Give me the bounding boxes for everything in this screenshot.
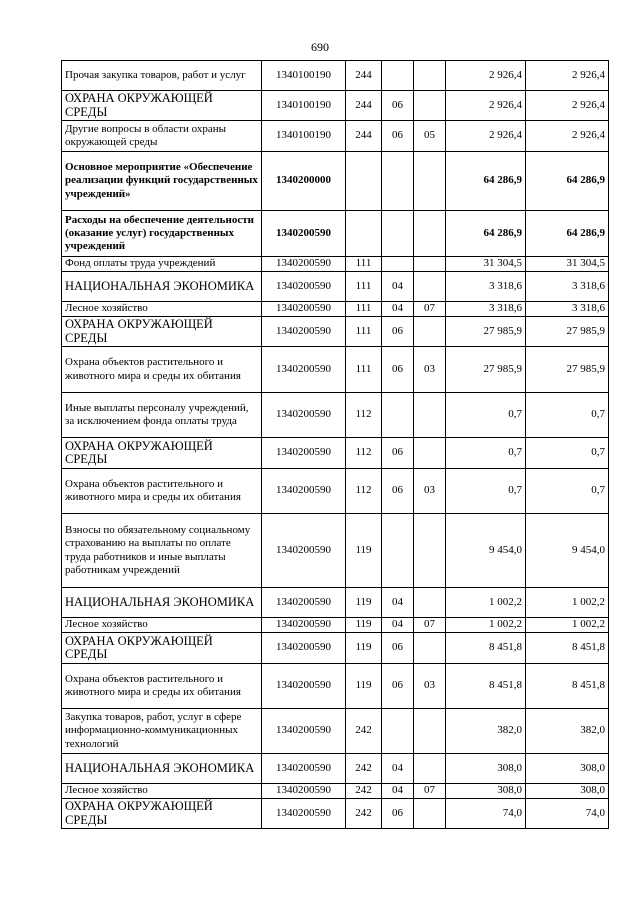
expense-type-code (346, 152, 382, 211)
section-code: 06 (382, 91, 414, 121)
section-code: 06 (382, 347, 414, 393)
item-name: НАЦИОНАЛЬНАЯ ЭКОНОМИКА (62, 754, 262, 784)
target-article-code: 1340200000 (262, 152, 346, 211)
amount-year-1: 3 318,6 (446, 302, 526, 317)
section-code (382, 709, 414, 754)
item-name: Взносы по обязательному социальному страхованию на выплаты по оплате труда работников и иные выплаты работникам учреждений (62, 514, 262, 588)
target-article-code: 1340200590 (262, 272, 346, 302)
item-name: ОХРАНА ОКРУЖАЮЩЕЙ СРЕДЫ (62, 438, 262, 469)
section-code: 04 (382, 588, 414, 618)
amount-year-1: 2 926,4 (446, 91, 526, 121)
amount-year-2: 2 926,4 (526, 61, 609, 91)
section-code: 04 (382, 784, 414, 799)
section-code (382, 393, 414, 438)
item-name: НАЦИОНАЛЬНАЯ ЭКОНОМИКА (62, 272, 262, 302)
section-code (382, 257, 414, 272)
expense-type-code: 112 (346, 469, 382, 514)
target-article-code: 1340200590 (262, 784, 346, 799)
budget-table (61, 60, 609, 829)
subsection-code (414, 393, 446, 438)
subsection-code (414, 588, 446, 618)
target-article-code: 1340200590 (262, 754, 346, 784)
target-article-code: 1340200590 (262, 664, 346, 709)
table-row (62, 709, 609, 754)
expense-type-code: 119 (346, 514, 382, 588)
amount-year-1: 8 451,8 (446, 664, 526, 709)
subsection-code (414, 91, 446, 121)
amount-year-2: 3 318,6 (526, 272, 609, 302)
subsection-code (414, 754, 446, 784)
section-code (382, 61, 414, 91)
subsection-code: 03 (414, 347, 446, 393)
table-row (62, 317, 609, 347)
item-name: ОХРАНА ОКРУЖАЮЩЕЙ СРЕДЫ (62, 633, 262, 664)
table-row (62, 302, 609, 317)
subsection-code (414, 257, 446, 272)
subsection-code (414, 317, 446, 347)
subsection-code (414, 633, 446, 664)
amount-year-1: 64 286,9 (446, 152, 526, 211)
expense-type-code: 242 (346, 799, 382, 829)
amount-year-2: 2 926,4 (526, 121, 609, 152)
item-name: Охрана объектов растительного и животного мира и среды их обитания (62, 347, 262, 393)
expense-type-code: 244 (346, 91, 382, 121)
table-row (62, 784, 609, 799)
expense-type-code: 244 (346, 61, 382, 91)
table-row (62, 121, 609, 152)
target-article-code: 1340200590 (262, 514, 346, 588)
target-article-code: 1340200590 (262, 588, 346, 618)
section-code: 06 (382, 469, 414, 514)
item-name: Прочая закупка товаров, работ и услуг (62, 61, 262, 91)
section-code: 04 (382, 618, 414, 633)
target-article-code: 1340200590 (262, 799, 346, 829)
section-code: 04 (382, 272, 414, 302)
amount-year-2: 64 286,9 (526, 152, 609, 211)
expense-type-code: 111 (346, 272, 382, 302)
amount-year-1: 3 318,6 (446, 272, 526, 302)
amount-year-2: 9 454,0 (526, 514, 609, 588)
subsection-code: 07 (414, 302, 446, 317)
target-article-code: 1340200590 (262, 709, 346, 754)
amount-year-1: 382,0 (446, 709, 526, 754)
table-row (62, 91, 609, 121)
table-row (62, 618, 609, 633)
table-row (62, 347, 609, 393)
subsection-code: 05 (414, 121, 446, 152)
table-row (62, 754, 609, 784)
target-article-code: 1340200590 (262, 633, 346, 664)
amount-year-1: 2 926,4 (446, 61, 526, 91)
amount-year-2: 0,7 (526, 438, 609, 469)
subsection-code (414, 272, 446, 302)
amount-year-1: 0,7 (446, 393, 526, 438)
amount-year-2: 8 451,8 (526, 633, 609, 664)
item-name: ОХРАНА ОКРУЖАЮЩЕЙ СРЕДЫ (62, 317, 262, 347)
amount-year-2: 74,0 (526, 799, 609, 829)
item-name: Фонд оплаты труда учреждений (62, 257, 262, 272)
section-code: 06 (382, 317, 414, 347)
target-article-code: 1340100190 (262, 121, 346, 152)
expense-type-code: 111 (346, 302, 382, 317)
subsection-code (414, 438, 446, 469)
target-article-code: 1340200590 (262, 438, 346, 469)
expense-type-code: 242 (346, 754, 382, 784)
amount-year-2: 2 926,4 (526, 91, 609, 121)
subsection-code: 07 (414, 618, 446, 633)
item-name: Лесное хозяйство (62, 784, 262, 799)
section-code: 06 (382, 438, 414, 469)
amount-year-2: 1 002,2 (526, 588, 609, 618)
expense-type-code (346, 211, 382, 257)
table-row (62, 664, 609, 709)
subsection-code (414, 709, 446, 754)
amount-year-2: 308,0 (526, 784, 609, 799)
section-code: 06 (382, 121, 414, 152)
amount-year-2: 382,0 (526, 709, 609, 754)
amount-year-1: 74,0 (446, 799, 526, 829)
item-name: Основное мероприятие «Обеспечение реализации функций государственных учреждений» (62, 152, 262, 211)
amount-year-1: 64 286,9 (446, 211, 526, 257)
page-number: 690 (311, 40, 329, 54)
expense-type-code: 119 (346, 588, 382, 618)
section-code (382, 152, 414, 211)
amount-year-2: 3 318,6 (526, 302, 609, 317)
subsection-code (414, 61, 446, 91)
table-row (62, 152, 609, 211)
expense-type-code: 119 (346, 618, 382, 633)
subsection-code: 07 (414, 784, 446, 799)
amount-year-2: 8 451,8 (526, 664, 609, 709)
amount-year-2: 27 985,9 (526, 347, 609, 393)
amount-year-2: 0,7 (526, 393, 609, 438)
target-article-code: 1340200590 (262, 347, 346, 393)
amount-year-2: 64 286,9 (526, 211, 609, 257)
section-code: 06 (382, 664, 414, 709)
expense-type-code: 119 (346, 664, 382, 709)
amount-year-1: 1 002,2 (446, 618, 526, 633)
table-row (62, 61, 609, 91)
amount-year-1: 1 002,2 (446, 588, 526, 618)
target-article-code: 1340200590 (262, 393, 346, 438)
item-name: Лесное хозяйство (62, 302, 262, 317)
target-article-code: 1340200590 (262, 211, 346, 257)
amount-year-2: 27 985,9 (526, 317, 609, 347)
amount-year-1: 27 985,9 (446, 347, 526, 393)
table-row (62, 272, 609, 302)
item-name: НАЦИОНАЛЬНАЯ ЭКОНОМИКА (62, 588, 262, 618)
table-row (62, 393, 609, 438)
item-name: Другие вопросы в области охраны окружающей среды (62, 121, 262, 152)
section-code: 04 (382, 302, 414, 317)
section-code: 06 (382, 633, 414, 664)
subsection-code (414, 799, 446, 829)
amount-year-1: 27 985,9 (446, 317, 526, 347)
subsection-code (414, 152, 446, 211)
amount-year-1: 31 304,5 (446, 257, 526, 272)
item-name: Охрана объектов растительного и животного мира и среды их обитания (62, 469, 262, 514)
section-code: 06 (382, 799, 414, 829)
target-article-code: 1340200590 (262, 257, 346, 272)
amount-year-1: 308,0 (446, 754, 526, 784)
item-name: Охрана объектов растительного и животного мира и среды их обитания (62, 664, 262, 709)
subsection-code: 03 (414, 664, 446, 709)
table-row (62, 799, 609, 829)
table-row (62, 257, 609, 272)
amount-year-2: 308,0 (526, 754, 609, 784)
section-code (382, 211, 414, 257)
expense-type-code: 242 (346, 784, 382, 799)
expense-type-code: 111 (346, 347, 382, 393)
section-code (382, 514, 414, 588)
amount-year-2: 1 002,2 (526, 618, 609, 633)
amount-year-2: 0,7 (526, 469, 609, 514)
target-article-code: 1340100190 (262, 91, 346, 121)
expense-type-code: 244 (346, 121, 382, 152)
target-article-code: 1340200590 (262, 469, 346, 514)
item-name: Закупка товаров, работ, услуг в сфере информационно-коммуникационных технологий (62, 709, 262, 754)
table-row (62, 438, 609, 469)
item-name: Расходы на обеспечение деятельности (оказание услуг) государственных учреждений (62, 211, 262, 257)
amount-year-1: 2 926,4 (446, 121, 526, 152)
amount-year-2: 31 304,5 (526, 257, 609, 272)
table-row (62, 514, 609, 588)
target-article-code: 1340200590 (262, 317, 346, 347)
amount-year-1: 0,7 (446, 438, 526, 469)
expense-type-code: 111 (346, 317, 382, 347)
target-article-code: 1340200590 (262, 618, 346, 633)
subsection-code (414, 211, 446, 257)
item-name: Лесное хозяйство (62, 618, 262, 633)
table-row (62, 633, 609, 664)
amount-year-1: 0,7 (446, 469, 526, 514)
table-row (62, 469, 609, 514)
subsection-code (414, 514, 446, 588)
table-row (62, 588, 609, 618)
subsection-code: 03 (414, 469, 446, 514)
expense-type-code: 112 (346, 438, 382, 469)
expense-type-code: 242 (346, 709, 382, 754)
expense-type-code: 112 (346, 393, 382, 438)
table-row (62, 211, 609, 257)
item-name: ОХРАНА ОКРУЖАЮЩЕЙ СРЕДЫ (62, 799, 262, 829)
section-code: 04 (382, 754, 414, 784)
item-name: ОХРАНА ОКРУЖАЮЩЕЙ СРЕДЫ (62, 91, 262, 121)
expense-type-code: 111 (346, 257, 382, 272)
amount-year-1: 9 454,0 (446, 514, 526, 588)
amount-year-1: 8 451,8 (446, 633, 526, 664)
target-article-code: 1340100190 (262, 61, 346, 91)
item-name: Иные выплаты персоналу учреждений, за исключением фонда оплаты труда (62, 393, 262, 438)
amount-year-1: 308,0 (446, 784, 526, 799)
target-article-code: 1340200590 (262, 302, 346, 317)
expense-type-code: 119 (346, 633, 382, 664)
